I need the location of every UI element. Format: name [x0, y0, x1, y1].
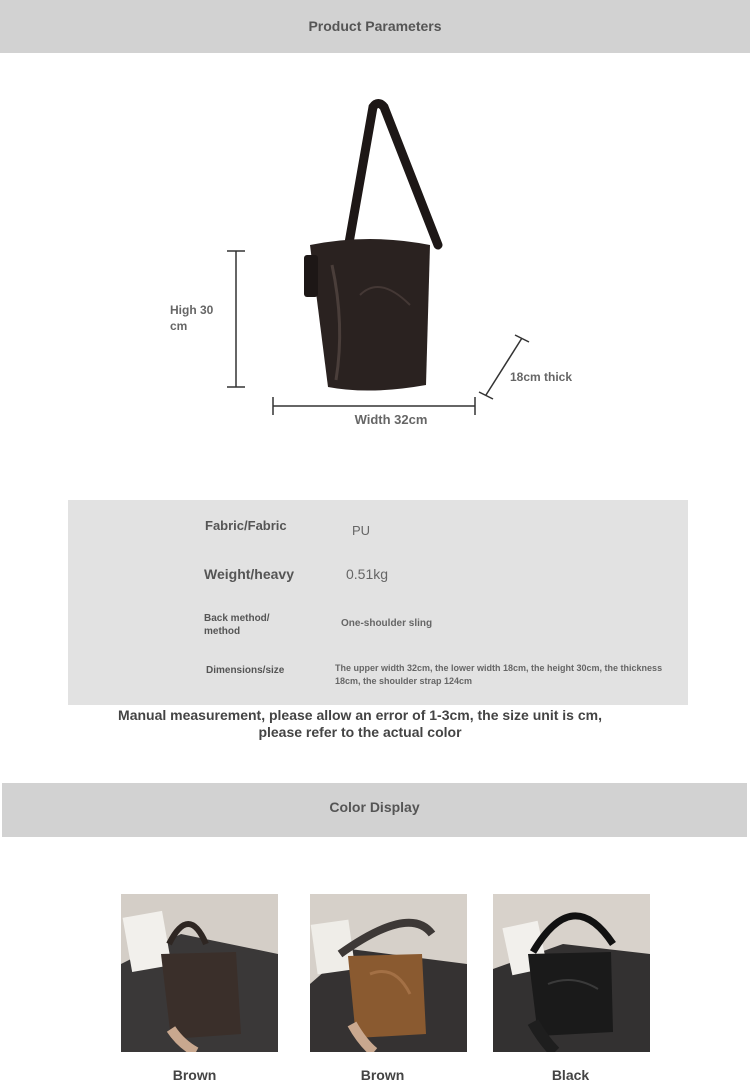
- color-caption-2: Brown: [360, 1067, 405, 1083]
- color-caption-3: Black: [551, 1067, 590, 1083]
- measurement-note: Manual measurement, please allow an error of 1-3cm, the size unit is cm, please refer to the actual color: [118, 707, 602, 740]
- product-image: [290, 95, 450, 405]
- param-value-dimensions: The upper width 32cm, the lower width 18cm, the height 30cm, the thickness 18cm, the shoulder strap 124cm: [335, 663, 663, 686]
- product-parameters-title: Product Parameters: [308, 18, 442, 34]
- height-label: High 30 cm: [170, 303, 214, 333]
- param-value-fabric: PU: [352, 523, 371, 538]
- parameters-panel: [68, 500, 688, 705]
- color-display-title: Color Display: [329, 799, 420, 815]
- color-caption-1: Brown: [172, 1067, 217, 1083]
- width-label: Width 32cm: [354, 412, 428, 427]
- color-photo-brown-dark: [121, 894, 278, 1052]
- param-label-weight: Weight/heavy: [204, 566, 294, 582]
- param-label-back-method: Back method/ method: [204, 613, 270, 637]
- param-value-weight: 0.51kg: [346, 566, 389, 582]
- color-photo-black: [493, 894, 650, 1052]
- thickness-label: 18cm thick: [510, 370, 573, 384]
- param-value-back-method: One-shoulder sling: [341, 618, 433, 629]
- color-display-banner: [2, 783, 747, 837]
- color-photo-brown-tan: [310, 894, 467, 1052]
- param-label-dimensions: Dimensions/size: [206, 665, 285, 676]
- product-parameters-banner: [0, 0, 750, 53]
- param-label-fabric: Fabric/Fabric: [205, 518, 287, 533]
- thickness-measure-line: [478, 333, 530, 401]
- height-measure-line: [225, 248, 247, 390]
